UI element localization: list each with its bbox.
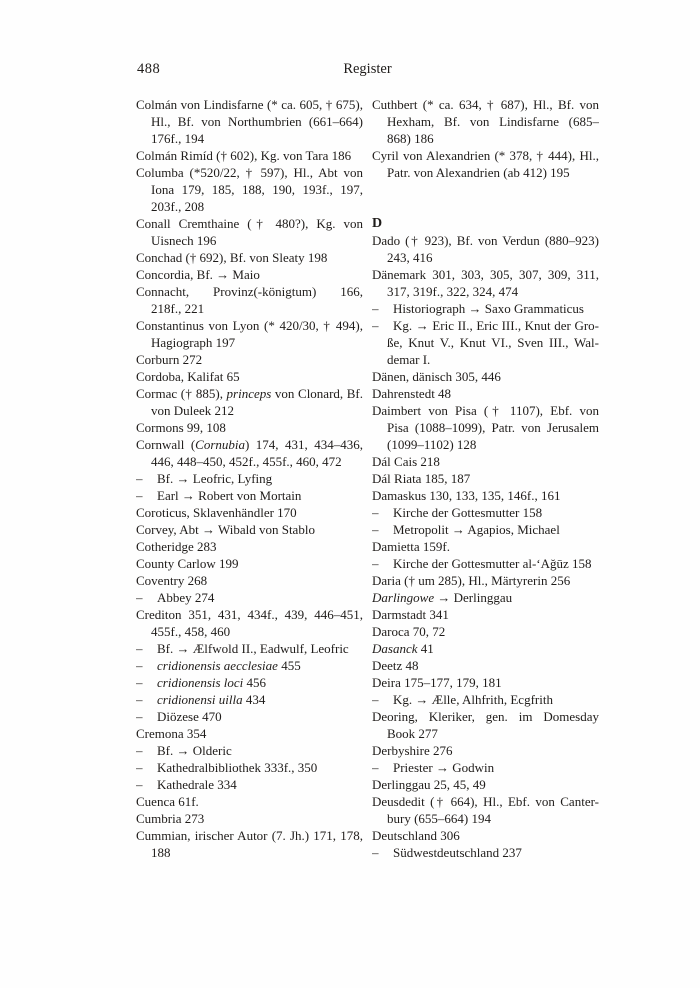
index-line <box>136 419 363 436</box>
index-line <box>136 742 363 759</box>
text-segment: Kg. → Eric II., Eric III., Knut der Gro- <box>393 318 599 333</box>
text-segment: Dál Cais 218 <box>372 454 440 469</box>
text-segment: cridionensis loci <box>157 675 244 690</box>
sub-entry-dash: – <box>372 845 379 860</box>
text-segment: 434 <box>242 692 266 707</box>
index-line <box>372 453 599 470</box>
index-line <box>372 555 599 572</box>
text-segment: Concordia, Bf. → Maio <box>136 267 260 282</box>
index-line <box>372 844 599 861</box>
index-line <box>136 198 363 215</box>
sub-entry-text <box>393 317 599 334</box>
index-line <box>372 810 599 827</box>
index-line <box>136 351 363 368</box>
index-line <box>372 283 599 300</box>
index-line <box>372 470 599 487</box>
sub-entry-dash: – <box>136 777 143 792</box>
text-segment: Dänemark 301, 303, 305, 307, 309, 311, <box>372 267 599 282</box>
text-segment: Uisnech 196 <box>151 233 217 248</box>
text-segment: Cornwall ( <box>136 437 196 452</box>
text-segment: ße, Knut V., Knut VI., Sven III., Wal- <box>387 335 599 350</box>
sub-entry-text <box>157 674 363 691</box>
index-line <box>136 776 363 793</box>
index-line <box>372 793 599 810</box>
index-line <box>372 776 599 793</box>
text-segment: Daria († um 285), Hl., Märtyrerin 256 <box>372 573 571 588</box>
text-segment: Darlingowe <box>372 590 435 605</box>
sub-entry-dash: – <box>372 318 379 333</box>
text-segment: Constantinus von Lyon (* 420/30, † 494), <box>136 318 363 333</box>
text-segment: Bf. → Leofric, Lyfing <box>157 471 273 486</box>
blank-line <box>372 198 599 215</box>
text-segment: Corvey, Abt → Wibald von Stablo <box>136 522 315 537</box>
index-line <box>372 300 599 317</box>
text-segment: von Duleek 212 <box>151 403 235 418</box>
sub-entry-text <box>157 776 363 793</box>
text-segment: 188 <box>151 845 171 860</box>
sub-entry-text <box>157 759 363 776</box>
sub-entry-dash: – <box>136 743 143 758</box>
sub-entry-dash: – <box>136 709 143 724</box>
index-line <box>136 504 363 521</box>
text-segment: princeps <box>226 386 272 401</box>
text-segment: Deoring, Kleriker, gen. im Domesday <box>372 709 599 724</box>
text-segment: Bf. → Olderic <box>157 743 232 758</box>
index-line <box>372 436 599 453</box>
text-segment: Dál Riata 185, 187 <box>372 471 471 486</box>
text-segment: Derlinggau 25, 45, 49 <box>372 777 486 792</box>
sub-entry-dash: – <box>136 760 143 775</box>
text-segment: Bf. → Ælfwold II., Eadwulf, Leofric <box>157 641 349 656</box>
index-line <box>372 351 599 368</box>
index-line <box>136 725 363 742</box>
text-segment: Dado († 923), Bf. von Verdun (880–923) <box>372 233 599 248</box>
blank-line <box>372 181 599 198</box>
sub-entry-text <box>393 504 599 521</box>
index-line <box>372 623 599 640</box>
index-line <box>372 402 599 419</box>
sub-entry-text <box>157 742 363 759</box>
text-segment: Südwestdeutschland 237 <box>393 845 522 860</box>
index-line <box>136 674 363 691</box>
text-segment: Kirche der Gottesmutter 158 <box>393 505 543 520</box>
index-line <box>136 640 363 657</box>
text-segment: ) 174, 431, 434–436, <box>245 437 363 452</box>
index-line <box>136 691 363 708</box>
index-line <box>372 368 599 385</box>
text-segment: 868) 186 <box>387 131 434 146</box>
text-segment: Corburn 272 <box>136 352 203 367</box>
sub-entry-dash: – <box>372 505 379 520</box>
sub-entry-dash: – <box>136 471 143 486</box>
text-segment: Metropolit → Agapios, Michael <box>393 522 560 537</box>
sub-entry-text <box>157 691 363 708</box>
text-segment: Cremona 354 <box>136 726 207 741</box>
sub-entry-dash: – <box>372 556 379 571</box>
sub-entry-text <box>393 300 599 317</box>
text-segment: Iona 179, 185, 188, 190, 193f., 197, <box>151 182 363 197</box>
text-segment: Kg. → Ælle, Alhfrith, Ecgfrith <box>393 692 553 707</box>
index-line <box>372 96 599 113</box>
text-segment: Cyril von Alexandrien (* 378, † 444), Hl., <box>372 148 599 163</box>
index-line <box>136 266 363 283</box>
sub-entry-dash: – <box>372 301 379 316</box>
text-segment: Deutschland 306 <box>372 828 460 843</box>
text-segment: Kathedrale 334 <box>157 777 237 792</box>
index-column-right <box>372 96 599 861</box>
text-segment: Earl → Robert von Mortain <box>157 488 302 503</box>
text-segment: Cotheridge 283 <box>136 539 217 554</box>
text-segment: Coventry 268 <box>136 573 208 588</box>
index-line <box>372 334 599 351</box>
index-line <box>372 759 599 776</box>
text-segment: bury (655–664) 194 <box>387 811 491 826</box>
index-line <box>136 113 363 130</box>
index-line <box>136 470 363 487</box>
sub-entry-text <box>393 844 599 861</box>
text-segment: Historiograph → Saxo Grammaticus <box>393 301 584 316</box>
index-line <box>372 147 599 164</box>
index-line <box>372 674 599 691</box>
index-line <box>136 334 363 351</box>
sub-entry-text <box>393 555 599 572</box>
text-segment: Conchad († 692), Bf. von Sleaty 198 <box>136 250 328 265</box>
index-line <box>136 436 363 453</box>
text-segment: Cuthbert (* ca. 634, † 687), Hl., Bf. von <box>372 97 599 112</box>
text-segment: Deetz 48 <box>372 658 419 673</box>
text-segment: (1099–1102) 128 <box>387 437 477 452</box>
text-segment: Cormac († 885), <box>136 386 227 401</box>
sub-entry-text <box>157 470 363 487</box>
sub-entry-dash: – <box>136 590 143 605</box>
sub-entry-text <box>157 589 363 606</box>
index-line <box>372 317 599 334</box>
index-line <box>372 657 599 674</box>
page-number: 488 <box>137 61 161 77</box>
index-line <box>372 606 599 623</box>
index-line <box>136 827 363 844</box>
text-segment: → Derlinggau <box>434 590 513 605</box>
text-segment: Damietta 159f. <box>372 539 450 554</box>
text-segment: Hl., Bf. von Northumbrien (661–664) <box>151 114 363 129</box>
sub-entry-text <box>393 759 599 776</box>
text-segment: 456 <box>243 675 267 690</box>
index-line <box>136 538 363 555</box>
text-segment: von Clonard, Bf. <box>271 386 363 401</box>
index-line <box>136 657 363 674</box>
text-segment: Hexham, Bf. von Lindisfarne (685– <box>387 114 599 129</box>
index-line <box>372 708 599 725</box>
text-segment: Dänen, dänisch 305, 446 <box>372 369 501 384</box>
text-segment: Patr. von Alexandrien (ab 412) 195 <box>387 165 570 180</box>
index-line <box>136 96 363 113</box>
sub-entry-dash: – <box>372 692 379 707</box>
text-segment: County Carlow 199 <box>136 556 239 571</box>
text-segment: Dahrenstedt 48 <box>372 386 452 401</box>
index-line <box>372 538 599 555</box>
index-line <box>372 487 599 504</box>
sub-entry-dash: – <box>372 522 379 537</box>
text-segment: Book 277 <box>387 726 438 741</box>
text-segment: demar I. <box>387 352 431 367</box>
index-line <box>136 164 363 181</box>
text-segment: Crediton 351, 431, 434f., 439, 446–451, <box>136 607 363 622</box>
sub-entry-dash: – <box>136 488 143 503</box>
index-line <box>136 793 363 810</box>
text-segment: 455 <box>277 658 301 673</box>
index-line <box>372 691 599 708</box>
text-segment: 203f., 208 <box>151 199 205 214</box>
text-segment: Colmán von Lindisfarne (* ca. 605, † 675), <box>136 97 363 112</box>
index-line <box>136 249 363 266</box>
text-segment: Hagiograph 197 <box>151 335 236 350</box>
text-segment: Conall Cremthaine († 480?), Kg. von <box>136 216 363 231</box>
index-line <box>136 368 363 385</box>
index-line <box>136 453 363 470</box>
sub-entry-dash: – <box>136 675 143 690</box>
index-line <box>136 385 363 402</box>
text-segment: Kathedralbibliothek 333f., 350 <box>157 760 318 775</box>
index-line <box>136 810 363 827</box>
text-segment: Daroca 70, 72 <box>372 624 446 639</box>
text-segment: Cornubia <box>195 437 246 452</box>
index-line <box>372 130 599 147</box>
index-line <box>136 589 363 606</box>
index-line <box>136 555 363 572</box>
index-line <box>372 419 599 436</box>
text-segment: Priester → Godwin <box>393 760 495 775</box>
text-segment: 243, 416 <box>387 250 433 265</box>
text-segment: 317, 319f., 322, 324, 474 <box>387 284 519 299</box>
section-letter <box>372 215 599 232</box>
text-segment: Darmstadt 341 <box>372 607 449 622</box>
sub-entry-dash: – <box>136 658 143 673</box>
text-segment: Kirche der Gottesmutter al-‘Ağūz 158 <box>393 556 592 571</box>
index-line <box>136 181 363 198</box>
index-line <box>136 130 363 147</box>
index-line <box>372 725 599 742</box>
index-line <box>136 708 363 725</box>
index-line <box>372 113 599 130</box>
text-segment: Cormons 99, 108 <box>136 420 226 435</box>
running-header: Register <box>343 61 392 77</box>
sub-entry-dash: – <box>136 692 143 707</box>
text-segment: 41 <box>417 641 434 656</box>
text-segment: Cordoba, Kalifat 65 <box>136 369 240 384</box>
text-segment: Dasanck <box>372 641 418 656</box>
text-segment: Cummian, irischer Autor (7. Jh.) 171, 178, <box>136 828 363 843</box>
sub-entry-text <box>157 657 363 674</box>
index-line <box>136 606 363 623</box>
index-line <box>136 283 363 300</box>
index-line <box>136 487 363 504</box>
index-line <box>372 249 599 266</box>
sub-entry-text <box>157 487 363 504</box>
index-line <box>136 623 363 640</box>
index-column-left <box>136 96 363 861</box>
text-segment: Cumbria 273 <box>136 811 205 826</box>
text-segment: D <box>372 216 383 231</box>
index-line <box>136 759 363 776</box>
text-segment: 446, 448–450, 452f., 455f., 460, 472 <box>151 454 342 469</box>
text-segment: Columba (*520/22, † 597), Hl., Abt von <box>136 165 363 180</box>
text-segment: Damaskus 130, 133, 135, 146f., 161 <box>372 488 561 503</box>
index-line <box>372 742 599 759</box>
text-segment: Derbyshire 276 <box>372 743 453 758</box>
sub-entry-dash: – <box>136 641 143 656</box>
index-line <box>136 402 363 419</box>
text-segment: Cuenca 61f. <box>136 794 199 809</box>
index-line <box>372 640 599 657</box>
text-segment: cridionensis aecclesiae <box>157 658 278 673</box>
index-line <box>136 317 363 334</box>
text-segment: Daimbert von Pisa († 1107), Ebf. von <box>372 403 599 418</box>
sub-entry-text <box>393 521 599 538</box>
index-line <box>372 521 599 538</box>
text-segment: Connacht, Provinz(-königtum) 166, <box>136 284 363 299</box>
text-segment: 455f., 458, 460 <box>151 624 231 639</box>
index-line <box>372 232 599 249</box>
index-line <box>372 589 599 606</box>
text-segment: Pisa (1088–1099), Patr. von Jerusalem <box>387 420 599 435</box>
text-segment: Colmán Rimíd († 602), Kg. von Tara 186 <box>136 148 352 163</box>
sub-entry-text <box>157 708 363 725</box>
sub-entry-dash: – <box>372 760 379 775</box>
text-segment: Deusdedit († 664), Hl., Ebf. von Canter- <box>372 794 599 809</box>
text-segment: Coroticus, Sklavenhändler 170 <box>136 505 297 520</box>
index-line <box>372 266 599 283</box>
index-line <box>372 164 599 181</box>
index-line <box>372 504 599 521</box>
text-segment: Abbey 274 <box>157 590 215 605</box>
text-segment: Deira 175–177, 179, 181 <box>372 675 502 690</box>
index-line <box>372 827 599 844</box>
text-segment: 218f., 221 <box>151 301 205 316</box>
index-line <box>372 385 599 402</box>
index-line <box>136 215 363 232</box>
index-line <box>136 844 363 861</box>
index-line <box>136 147 363 164</box>
index-line <box>136 572 363 589</box>
sub-entry-text <box>393 691 599 708</box>
index-line <box>372 572 599 589</box>
index-line <box>136 521 363 538</box>
index-line <box>136 300 363 317</box>
text-segment: 176f., 194 <box>151 131 205 146</box>
text-segment: cridionensi uilla <box>157 692 243 707</box>
text-segment: Diözese 470 <box>157 709 222 724</box>
index-line <box>136 232 363 249</box>
sub-entry-text <box>157 640 363 657</box>
